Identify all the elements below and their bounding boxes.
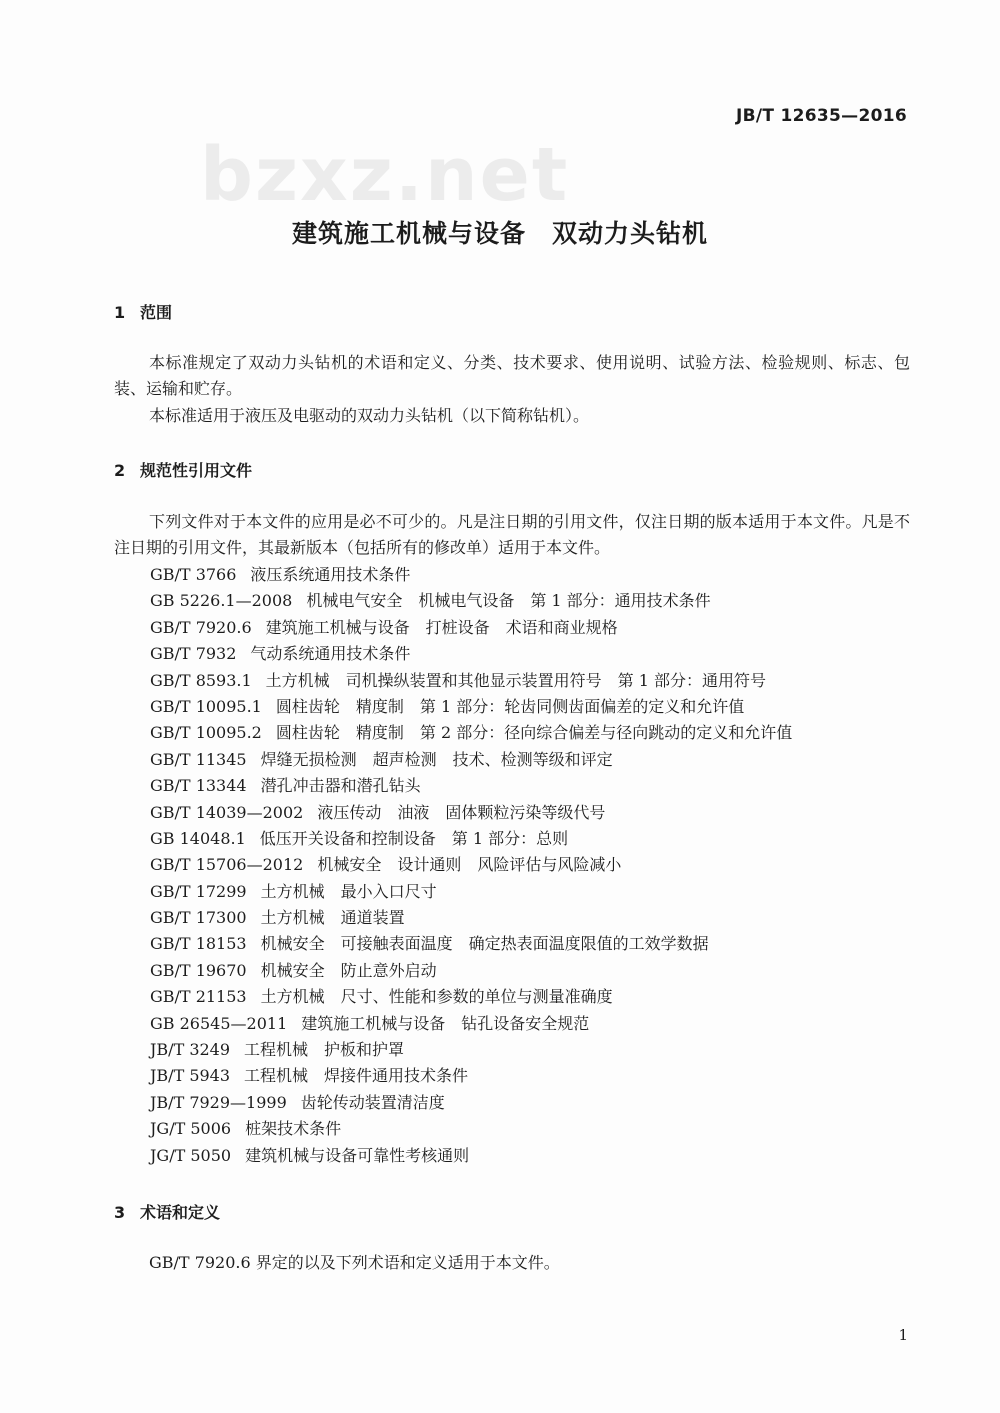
reference-item [150, 958, 792, 984]
reference-code: GB/T 3766 [150, 565, 237, 584]
section-title: 术语和定义 [140, 1203, 221, 1222]
reference-code: GB 14048.1 [150, 828, 246, 848]
reference-code: GB/T 15706—2012 [150, 855, 304, 875]
reference-title: 机械安全 防止意外启动 [260, 960, 437, 980]
reference-title: 气动系统通用技术条件 [250, 644, 411, 664]
reference-item [150, 1011, 792, 1037]
reference-code: JB/T 7929—1999 [150, 1092, 287, 1112]
reference-item [150, 1063, 792, 1089]
reference-item [150, 641, 792, 667]
section-number: 1 [114, 303, 126, 322]
reference-code: GB/T 14039—2002 [150, 802, 304, 822]
reference-code: GB/T 21153 [150, 987, 247, 1007]
reference-item [150, 852, 792, 878]
reference-item [150, 931, 792, 957]
section-title: 范围 [140, 303, 173, 322]
reference-title: 机械电气安全 机械电气设备 第 1 部分：通用技术条件 [306, 591, 711, 611]
reference-title: 机械安全 可接触表面温度 确定热表面温度限值的工效学数据 [260, 934, 709, 954]
reference-code: GB/T 13344 [150, 776, 247, 796]
reference-item [150, 826, 792, 852]
reference-code: GB 26545—2011 [150, 1013, 288, 1033]
reference-code: GB/T 19670 [150, 960, 247, 980]
reference-title: 圆柱齿轮 精度制 第 1 部分：轮齿同侧齿面偏差的定义和允许值 [275, 696, 745, 716]
reference-title: 焊缝无损检测 超声检测 技术、检测等级和评定 [260, 749, 613, 769]
reference-title: 潜孔冲击器和潜孔钻头 [260, 776, 421, 796]
reference-title: 工程机械 焊接件通用技术条件 [244, 1066, 469, 1086]
reference-code: JB/T 5943 [150, 1066, 231, 1086]
reference-title: 建筑施工机械与设备 钻孔设备安全规范 [301, 1013, 590, 1033]
reference-title: 齿轮传动装置清洁度 [300, 1092, 445, 1112]
reference-title: 低压开关设备和控制设备 第 1 部分：总则 [259, 828, 569, 848]
section-number: 3 [114, 1203, 126, 1222]
reference-code: JB/T 3249 [150, 1040, 231, 1060]
reference-title: 土方机械 司机操纵装置和其他显示装置用符号 第 1 部分：通用符号 [265, 670, 767, 690]
section-heading-normative-references [114, 458, 252, 481]
reference-title: 机械安全 设计通则 风险评估与风险减小 [317, 855, 622, 875]
reference-code: GB/T 17299 [150, 881, 247, 901]
reference-code: GB 5226.1—2008 [150, 591, 293, 611]
page-number: 1 [898, 1326, 908, 1344]
reference-code: GB/T 7920.6 [150, 617, 252, 637]
reference-item [150, 905, 792, 931]
reference-item [150, 562, 792, 588]
reference-code: GB/T 17300 [150, 908, 247, 928]
reference-item [150, 615, 792, 641]
reference-code: JG/T 5006 [150, 1119, 232, 1139]
document-title: 建筑施工机械与设备 双动力头钻机 [291, 219, 708, 248]
paragraph: 本标准适用于液压及电驱动的双动力头钻机（以下简称钻机）。 [149, 406, 590, 425]
reference-title: 建筑机械与设备可靠性考核通则 [245, 1145, 470, 1165]
reference-code: GB/T 11345 [150, 749, 247, 769]
reference-code: GB/T 10095.2 [150, 723, 262, 743]
reference-code: GB/T 10095.1 [150, 696, 262, 716]
section-heading-scope [114, 300, 172, 323]
standard-code: JB/T 12635—2016 [736, 106, 907, 126]
section-title: 规范性引用文件 [140, 461, 253, 480]
reference-title: 建筑施工机械与设备 打桩设备 术语和商业规格 [265, 617, 618, 637]
reference-title: 液压传动 油液 固体颗粒污染等级代号 [317, 802, 606, 822]
reference-title: 土方机械 最小入口尺寸 [260, 881, 437, 901]
watermark: bzxz.net [200, 132, 570, 218]
section-number: 2 [114, 461, 126, 480]
paragraph: GB/T 7920.6 界定的以及下列术语和定义适用于本文件。 [149, 1253, 560, 1272]
paragraph: 下列文件对于本文件的应用是必不可少的。凡是注日期的引用文件，仅注日期的版本适用于本文件。凡是不注日期的引用文件，其最新版本（包括所有的修改单）适用于本文件。 [114, 512, 910, 557]
reference-item [150, 694, 792, 720]
reference-item [150, 879, 792, 905]
reference-item [150, 1116, 792, 1142]
reference-code: GB/T 18153 [150, 934, 247, 954]
reference-code: GB/T 8593.1 [150, 670, 252, 690]
reference-title: 圆柱齿轮 精度制 第 2 部分：径向综合偏差与径向跳动的定义和允许值 [275, 723, 793, 743]
reference-item [150, 1037, 792, 1063]
reference-list [150, 562, 792, 1169]
reference-item [150, 720, 792, 746]
reference-title: 桩架技术条件 [245, 1119, 342, 1139]
reference-item [150, 747, 792, 773]
reference-item [150, 588, 792, 614]
reference-title: 工程机械 护板和护罩 [244, 1040, 405, 1060]
reference-item [150, 984, 792, 1010]
paragraph: 本标准规定了双动力头钻机的术语和定义、分类、技术要求、使用说明、试验方法、检验规则、标志、包装、运输和贮存。 [114, 353, 910, 398]
reference-title: 土方机械 通道装置 [260, 908, 405, 928]
reference-code: GB/T 7932 [150, 644, 237, 664]
section-heading-terms-definitions [114, 1200, 220, 1223]
reference-title: 液压系统通用技术条件 [250, 565, 411, 584]
reference-item [150, 1090, 792, 1116]
reference-code: JG/T 5050 [150, 1145, 232, 1165]
reference-item [150, 1143, 792, 1169]
reference-item [150, 800, 792, 826]
reference-item [150, 668, 792, 694]
reference-title: 土方机械 尺寸、性能和参数的单位与测量准确度 [260, 987, 613, 1007]
reference-item [150, 773, 792, 799]
